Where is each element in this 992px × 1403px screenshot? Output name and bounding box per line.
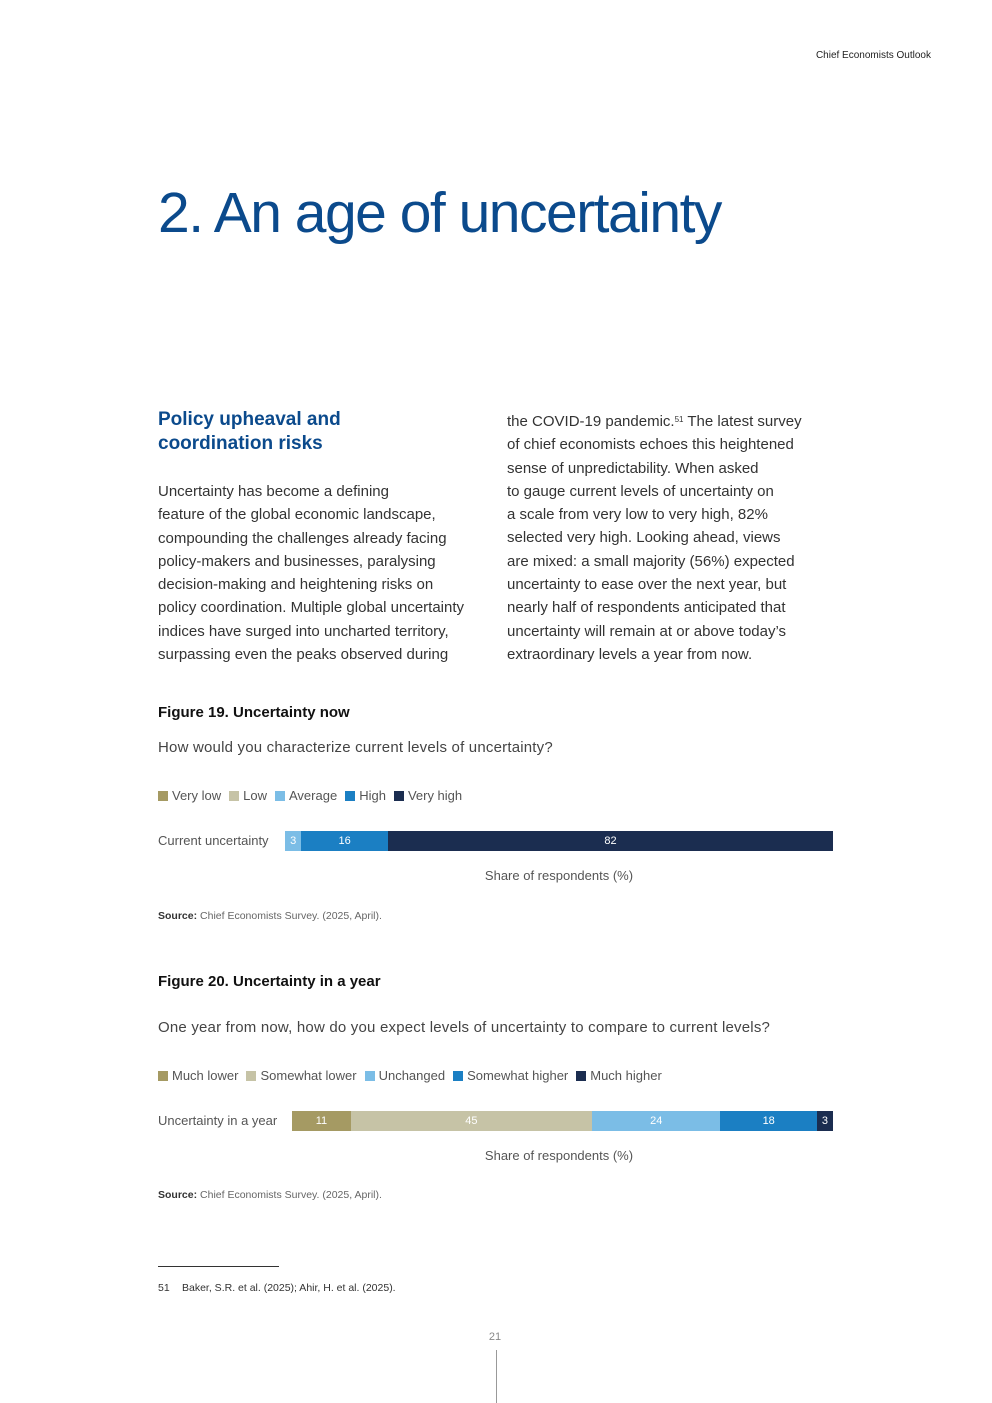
- source-label: Source:: [158, 910, 198, 922]
- bar-value-label: 82: [604, 835, 617, 847]
- legend-label: Somewhat lower: [260, 1068, 357, 1083]
- bar-segment-much-lower: [292, 1111, 351, 1131]
- section-heading-line-1: Policy upheaval and: [158, 409, 341, 430]
- left-column: [158, 408, 488, 666]
- right-paragraph: [507, 410, 847, 666]
- legend-label: Much higher: [590, 1068, 662, 1083]
- bar-segment-somewhat-lower: [351, 1111, 592, 1131]
- legend-item: [246, 1068, 356, 1083]
- figure-19-axis-title: Share of respondents (%): [484, 868, 634, 883]
- bar-value-label: 24: [650, 1115, 663, 1127]
- body-line: a scale from very low to very high, 82%: [507, 506, 768, 524]
- chapter-title: 2. An age of uncertainty: [158, 181, 721, 245]
- section-heading-line-2: coordination risks: [158, 433, 323, 454]
- legend-label: Much lower: [172, 1068, 239, 1083]
- figure-20-bar: [292, 1111, 833, 1131]
- footnote-text: Baker, S.R. et al. (2025); Ahir, H. et al. (2025).: [182, 1282, 396, 1294]
- bar-segment-high: [301, 831, 388, 851]
- bar-value-label: 16: [338, 835, 351, 847]
- legend-swatch: [246, 1071, 256, 1081]
- legend-item: [229, 788, 267, 803]
- bar-value-label: 11: [315, 1115, 328, 1127]
- figure-19-source: [158, 910, 382, 922]
- legend-swatch: [365, 1071, 375, 1081]
- legend-label: Low: [243, 788, 267, 803]
- body-line: sense of unpredictability. When asked: [507, 459, 759, 477]
- legend-swatch: [229, 791, 239, 801]
- legend-label: Very low: [172, 788, 222, 803]
- body-line: extraordinary levels a year from now.: [507, 645, 753, 663]
- figure-20-axis-title: Share of respondents (%): [484, 1148, 634, 1163]
- bar-value-label: 3: [821, 1115, 828, 1127]
- figure-20-legend: [158, 1068, 662, 1083]
- bar-value-label: 18: [762, 1115, 775, 1127]
- legend-item: [453, 1068, 568, 1083]
- legend-label: High: [359, 788, 386, 803]
- body-line: selected very high. Looking ahead, views: [507, 529, 781, 547]
- legend-swatch: [345, 791, 355, 801]
- running-header: Chief Economists Outlook: [815, 50, 931, 61]
- bar-segment-average: [285, 831, 301, 851]
- legend-swatch: [576, 1071, 586, 1081]
- bar-value-label: 3: [290, 835, 297, 847]
- body-line: indices have surged into uncharted territory,: [158, 622, 449, 640]
- body-line: surpassing even the peaks observed during: [158, 646, 449, 664]
- footnote-ref[interactable]: 51: [674, 415, 684, 424]
- bar-segment-somewhat-higher: [720, 1111, 816, 1131]
- legend-swatch: [453, 1071, 463, 1081]
- body-line: policy coordination. Multiple global uncertainty: [158, 599, 465, 617]
- body-line: policy-makers and businesses, paralysing: [158, 552, 436, 570]
- left-paragraph: [158, 480, 488, 666]
- body-line: nearly half of respondents anticipated that: [507, 599, 786, 617]
- figure-19-category-label: Current uncertainty: [158, 833, 269, 848]
- body-line: uncertainty to ease over the next year, but: [507, 576, 787, 594]
- legend-item: [158, 788, 221, 803]
- legend-item: [345, 788, 386, 803]
- bar-segment-very-high: [388, 831, 833, 851]
- body-line: The latest survey: [683, 413, 802, 430]
- legend-item: [275, 788, 337, 803]
- figure-19-bar: [285, 831, 833, 851]
- body-line: the COVID-19 pandemic.: [507, 413, 675, 430]
- footnote-number: 51: [158, 1282, 170, 1294]
- body-line: feature of the global economic landscape,: [158, 506, 436, 524]
- legend-label: Very high: [407, 788, 463, 803]
- body-line: uncertainty will remain at or above today’s: [507, 622, 787, 640]
- footnote-divider: [158, 1266, 279, 1267]
- legend-swatch: [275, 791, 285, 801]
- legend-swatch: [394, 791, 404, 801]
- figure-19-legend: [158, 788, 462, 803]
- legend-swatch: [158, 791, 168, 801]
- legend-item: [576, 1068, 662, 1083]
- body-line: of chief economists echoes this heightened: [507, 436, 794, 454]
- body-line: are mixed: a small majority (56%) expected: [507, 552, 795, 570]
- page-number-rule: [496, 1350, 497, 1403]
- figure-19-question: How would you characterize current levels of uncertainty?: [158, 739, 553, 756]
- bar-value-label: 45: [465, 1115, 478, 1127]
- source-label: Source:: [158, 1189, 198, 1201]
- figure-20-question: One year from now, how do you expect levels of uncertainty to compare to current levels?: [158, 1019, 771, 1036]
- body-line: compounding the challenges already facing: [158, 529, 447, 547]
- section-heading: [158, 408, 488, 456]
- body-line: decision-making and heightening risks on: [158, 576, 434, 594]
- footnote: [158, 1282, 396, 1294]
- figure-20-source: [158, 1189, 382, 1201]
- legend-label: Somewhat higher: [467, 1068, 569, 1083]
- legend-label: Average: [289, 788, 338, 803]
- legend-item: [158, 1068, 238, 1083]
- legend-swatch: [158, 1071, 168, 1081]
- legend-label: Unchanged: [378, 1068, 446, 1083]
- bar-segment-much-higher: [817, 1111, 833, 1131]
- legend-item: [365, 1068, 446, 1083]
- figure-20-category-label: Uncertainty in a year: [158, 1113, 278, 1128]
- source-text: Chief Economists Survey. (2025, April).: [200, 910, 382, 922]
- figure-19-title: Figure 19. Uncertainty now: [158, 704, 350, 721]
- body-line: Uncertainty has become a defining: [158, 483, 389, 500]
- legend-item: [394, 788, 462, 803]
- body-line: to gauge current levels of uncertainty on: [507, 482, 774, 500]
- right-column: [507, 410, 847, 666]
- figure-20-title: Figure 20. Uncertainty in a year: [158, 973, 381, 990]
- bar-segment-unchanged: [592, 1111, 721, 1131]
- page-number: 21: [488, 1331, 502, 1343]
- source-text: Chief Economists Survey. (2025, April).: [200, 1189, 382, 1201]
